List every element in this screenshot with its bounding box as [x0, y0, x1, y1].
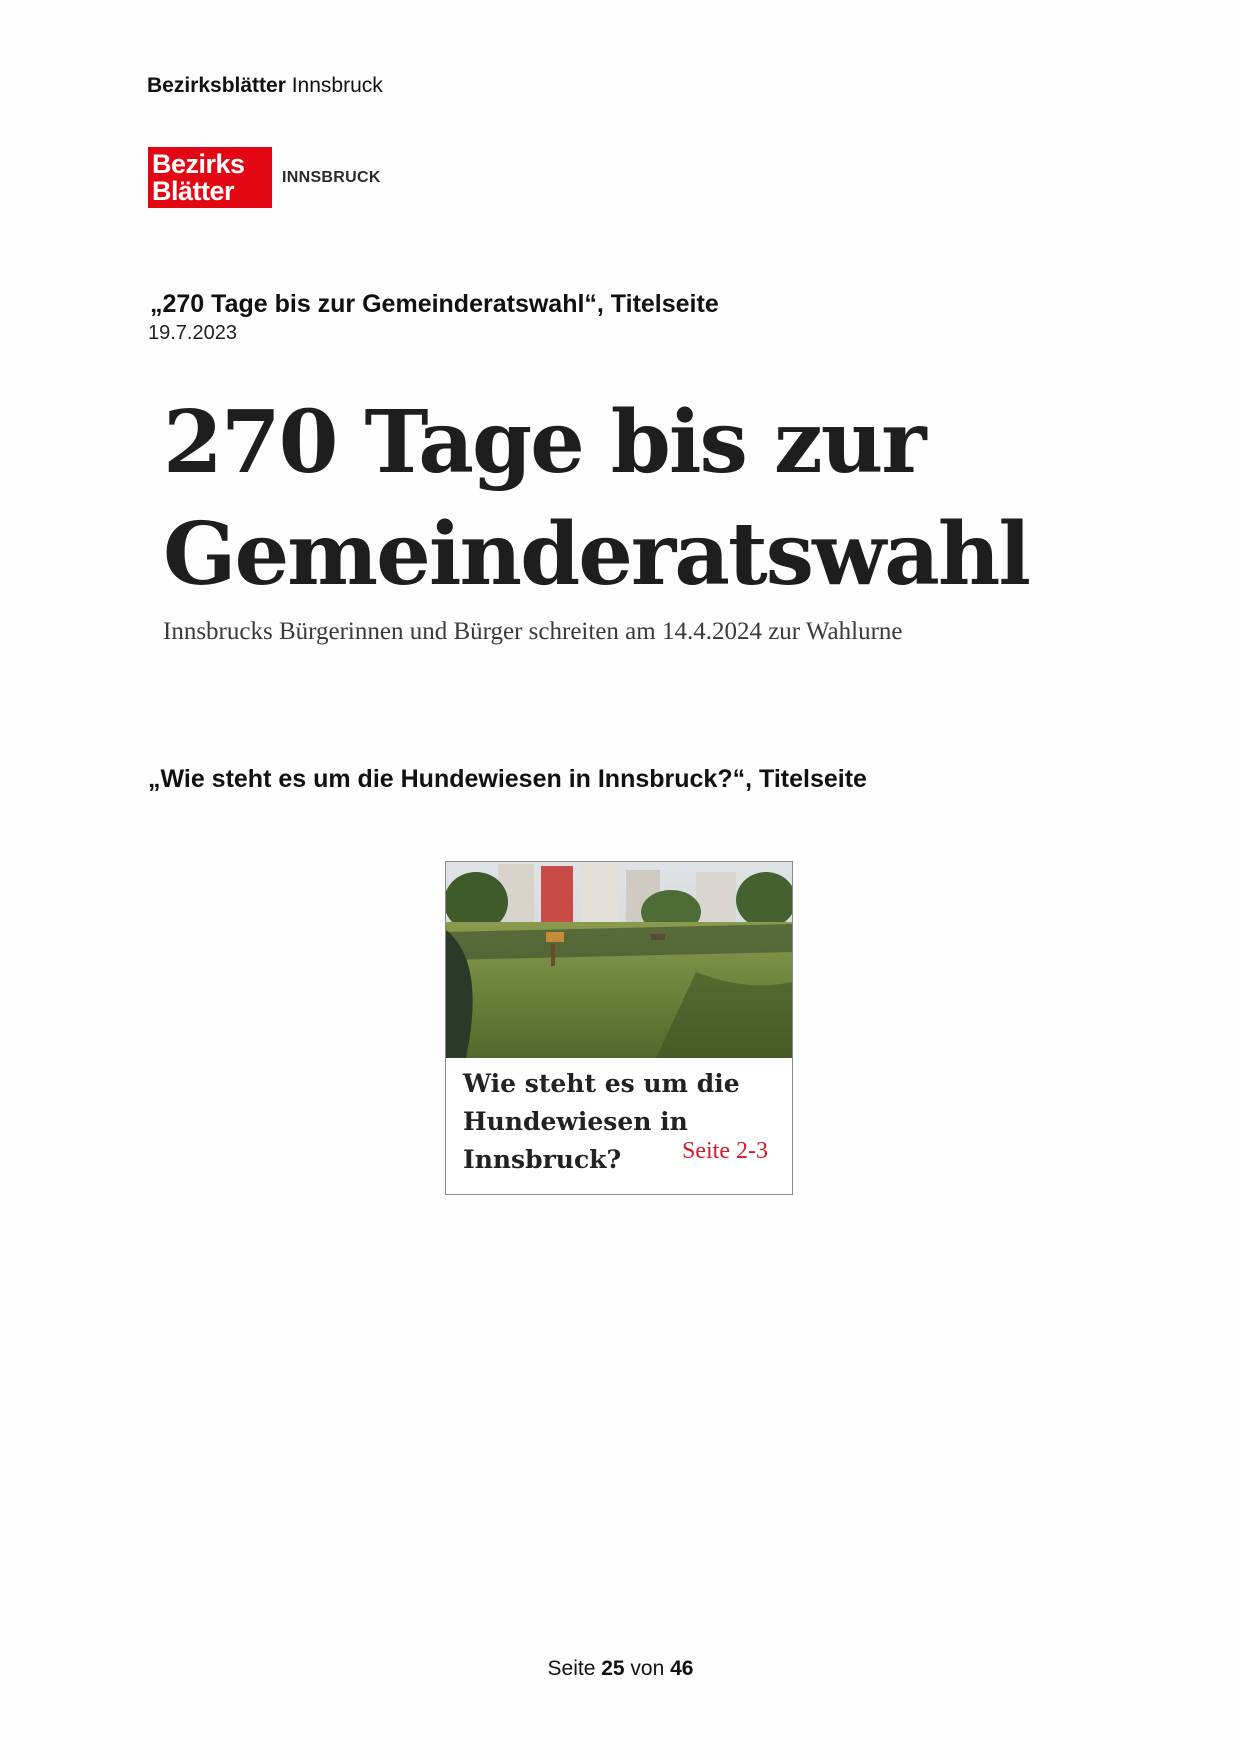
logo-city: INNSBRUCK [282, 169, 381, 186]
clip-1-subline: Innsbrucks Bürgerinnen und Bürger schreiten am 14.4.2024 zur Wahlurne [163, 618, 903, 645]
clip-2-teaser [445, 861, 793, 1195]
teaser-line-2: Hundewiesen in [463, 1107, 688, 1136]
teaser-line-3: Innsbruck? [463, 1145, 622, 1174]
current-page: 25 [601, 1657, 625, 1680]
teaser-line-1: Wie steht es um die [463, 1069, 740, 1098]
publication-name: Bezirksblätter [147, 74, 286, 97]
document-header [147, 74, 383, 98]
total-pages: 46 [670, 1657, 694, 1680]
logo-line-2: Blätter [152, 176, 235, 206]
clip-1-caption: „270 Tage bis zur Gemeinderatswahl“, Titelseite [150, 290, 719, 318]
page-middle: von [624, 1657, 671, 1680]
page-prefix: Seite [547, 1657, 602, 1680]
bezirksblaetter-logo [148, 147, 272, 208]
teaser-page-reference: Seite 2-3 [682, 1138, 768, 1164]
clip-1-date: 19.7.2023 [148, 322, 237, 344]
headline-line-1: 270 Tage bis zur [163, 392, 925, 493]
logo-line-1: Bezirks [152, 149, 245, 179]
headline-line-2: Gemeinderatswahl [163, 504, 1030, 605]
dog-park-photo [446, 862, 792, 1058]
clip-1-headline [163, 387, 1123, 611]
page-number [0, 1657, 1241, 1681]
publication-city: Innsbruck [285, 74, 383, 97]
clip-2-caption: „Wie steht es um die Hundewiesen in Innsbruck?“, Titelseite [148, 765, 867, 793]
